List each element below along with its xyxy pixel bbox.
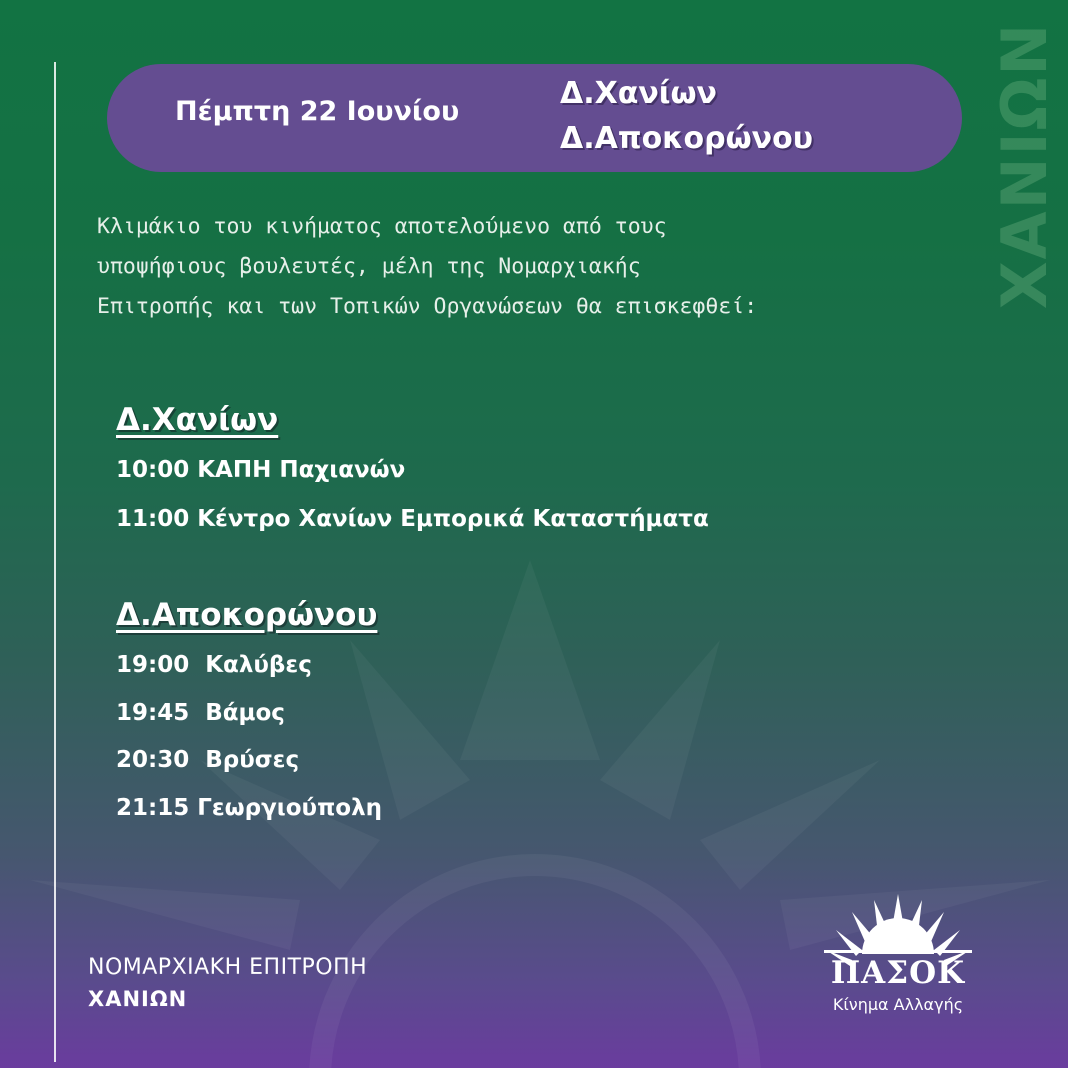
section-title-apokoronas: Δ.Αποκορώνου (116, 597, 378, 633)
schedule-item: 10:00 ΚΑΠΗ Παχιανών (116, 457, 406, 483)
logo-tagline: Κίνημα Αλλαγής (832, 995, 964, 1014)
schedule-item: 19:45 Βάμος (116, 700, 285, 726)
section-title-chania: Δ.Χανίων (116, 402, 279, 438)
schedule-item: 21:15 Γεωργιούπολη (116, 795, 383, 821)
schedule-item: 11:00 Κέντρο Χανίων Εμπορικά Καταστήματα (116, 506, 709, 532)
vertical-divider (54, 62, 56, 1062)
footer-city-label: ΧΑΝΙΩΝ (88, 987, 188, 1011)
schedule-item: 20:30 Βρύσες (116, 747, 300, 773)
vertical-watermark-text (988, 21, 1062, 309)
header-date: Πέμπτη 22 Ιουνίου (175, 96, 460, 127)
header-place-apokoronas: Δ.Αποκορώνου (560, 121, 813, 156)
vertical-watermark-label: ΧΑΝΙΩΝ (988, 21, 1062, 309)
schedule-item: 19:00 Καλύβες (116, 652, 312, 678)
footer-committee-label: ΝΟΜΑΡΧΙΑΚΗ ΕΠΙΤΡΟΠΗ (88, 955, 368, 980)
logo-name: ΠΑΣΟΚ (830, 955, 966, 991)
header-place-chania: Δ.Χανίων (560, 76, 717, 111)
intro-text: Κλιμάκιο του κινήματος αποτελούμενο από τους υποψήφιους βουλευτές, μέλη της Νομαρχιακής Επιτροπής και των Τοπικών Οργανώσεων θα επισκεφθεί: (97, 214, 758, 319)
